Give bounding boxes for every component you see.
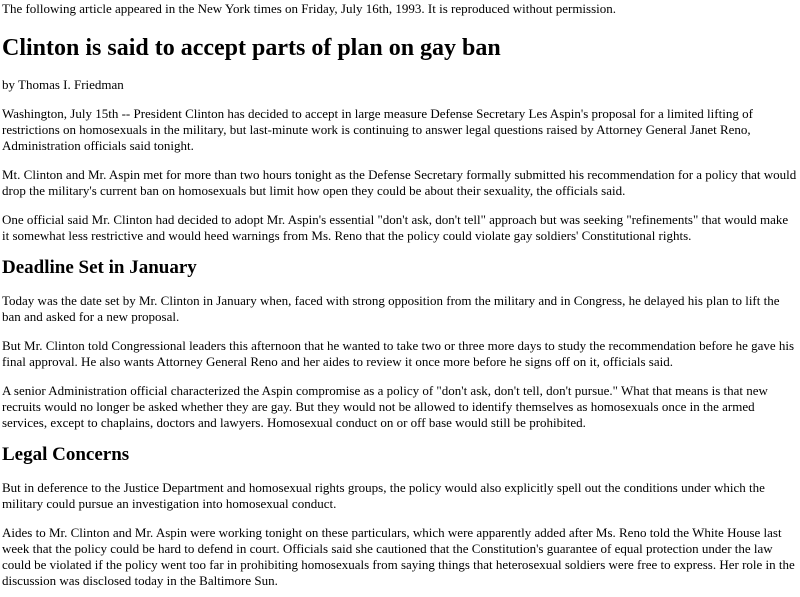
article-paragraph: One official said Mr. Clinton had decided to adopt Mr. Aspin's essential "don't ask, don't tell" approach but was seeking "refinements" that would make it somewhat less restrictive and would heed warnings from Ms. Reno that the policy could violate gay soldiers' Constitutional rights. — [2, 212, 789, 243]
article-paragraph: Today was the date set by Mr. Clinton in January when, faced with strong opposition from the military and in Congress, he delayed his plan to lift the ban and asked for a new proposal. — [2, 293, 780, 324]
article-paragraph: Aides to Mr. Clinton and Mr. Aspin were working tonight on these particulars, which were apparently added after Ms. Reno told the White House last week that the policy could be hard to defend in court. Officials said she cautioned that the Constitution's guarantee of equal protection under the law could be violated if the policy went too far in prohibiting homosexuals from saying things that heterosexual soldiers were free to express. Her role in the discussion was disclosed today in the Baltimore Sun. — [2, 525, 795, 588]
intro-note: The following article appeared in the New York times on Friday, July 16th, 1993. It is reproduced without permission. — [2, 1, 617, 16]
byline: by Thomas I. Friedman — [2, 77, 124, 92]
article-paragraph: A senior Administration official characterized the Aspin compromise as a policy of "don't ask, don't tell, don't pursue." What that means is that new recruits would no longer be asked whether they are gay. But they would not be allowed to identify themselves as homosexuals once in the armed services, except to chaplains, doctors and lawyers. Homosexual conduct on or off base would still be prohibited. — [2, 383, 768, 430]
section-heading-deadline: Deadline Set in January — [2, 257, 197, 278]
page-title: Clinton is said to accept parts of plan on gay ban — [2, 35, 501, 61]
article-paragraph: But in deference to the Justice Department and homosexual rights groups, the policy would also explicitly spell out the conditions under which the military could pursue an investigation into homosexual conduct. — [2, 480, 765, 511]
article-paragraph: But Mr. Clinton told Congressional leaders this afternoon that he wanted to take two or three more days to study the recommendation before he gave his final approval. He also wants Attorney General Reno and her aides to review it once more before he signs off on it, officials said. — [2, 338, 795, 369]
section-heading-legal-concerns: Legal Concerns — [2, 444, 130, 465]
article-paragraph: Washington, July 15th -- President Clinton has decided to accept in large measure Defense Secretary Les Aspin's proposal for a limited lifting of restrictions on homosexuals in the military, but last-minute work is continuing to answer legal questions raised by Attorney General Janet Reno, Administration officials said tonight. — [2, 106, 753, 153]
article-paragraph: Mt. Clinton and Mr. Aspin met for more than two hours tonight as the Defense Secretary formally submitted his recommendation for a policy that would drop the military's current ban on homosexuals but limit how open they could be about their sexuality, the officials said. — [2, 167, 797, 198]
